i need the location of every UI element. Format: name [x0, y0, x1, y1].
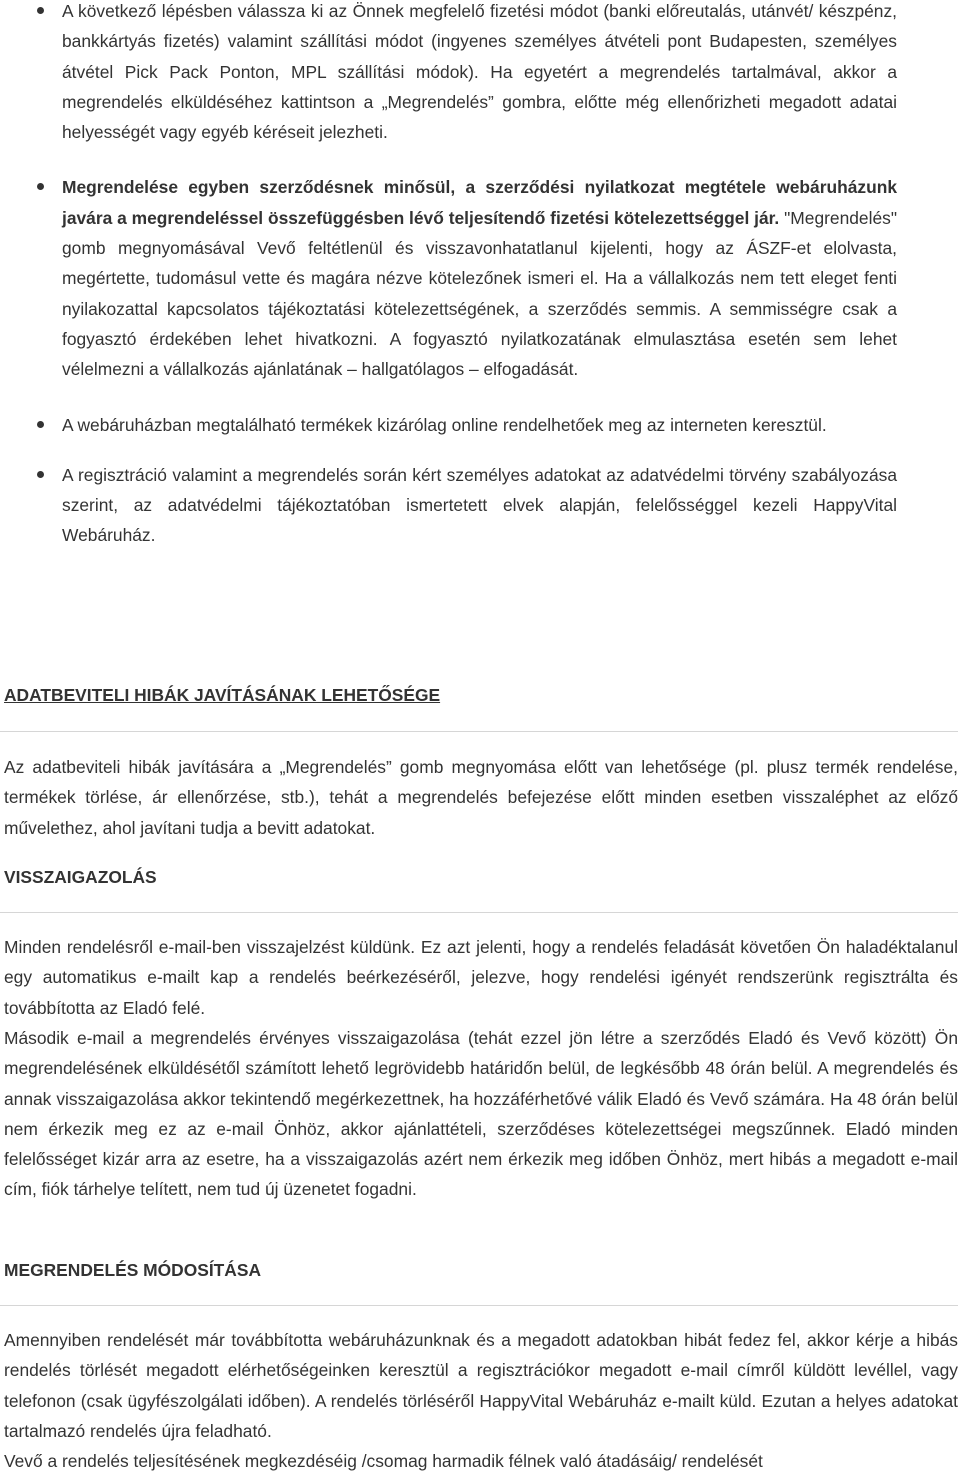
list-item [0, 460, 960, 551]
list-item [0, 0, 960, 147]
bullet-list [0, 0, 960, 551]
bullet-icon [37, 7, 44, 14]
bullet-icon [37, 183, 44, 190]
list-item-text: A regisztráció valamint a megrendelés során kért személyes adatokat az adatvédelmi törvény szabályozása szerint, az adatvédelmi tájékoztatóban ismertetett elvek alapján, felelősséggel kezeli HappyVital Webáruház. [62, 464, 897, 546]
bullet-icon [37, 471, 44, 478]
list-item-text: A webáruházban megtalálható termékek kizárólag online rendelhetőek meg az interneten keresztül. [62, 414, 827, 435]
list-item [0, 172, 960, 384]
paragraph: Minden rendelésről e-mail-ben visszajelzést küldünk. Ez azt jelenti, hogy a rendelés feladását követően Ön haladéktalanul egy automatikus e-mailt kap a rendelés beérkezéséről, jelezve, hogy rendelési igényét rendszerünk regisztrálta és továbbította az Eladó felé. [4, 937, 958, 1018]
list-item-bold-text: Megrendelése egyben szerződésnek minősül, a szerződési nyilatkozat megtétele webáruházunk javára a megrendeléssel összefüggésben lévő teljesítendő fizetési kötelezettséggel jár. [62, 177, 897, 228]
section-heading-adatbeviteli: ADATBEVITELI HIBÁK JAVÍTÁSÁNAK LEHETŐSÉGE [4, 685, 441, 705]
paragraph: Vevő a rendelés teljesítésének megkezdéséig /csomag harmadik félnek való átadásáig/ rendelését [4, 1451, 763, 1471]
list-item [0, 410, 960, 440]
section-heading-visszaigazolas: VISSZAIGAZOLÁS [4, 867, 157, 887]
paragraph: Amennyiben rendelését már továbbította webáruházunknak és a megadott adatokban hibát fedez fel, akkor kérje a hibás rendelés törlését megadott elérhetőségeinken keresztül a regisztrációkor megadott e-mail címről küldött levéllel, vagy telefonon (csak ügyfészolgálati időben). A rendelés törléséről HappyVital Webáruház e-mailt küld. Ezutan a helyes adatokat tartalmazó rendelés újra feladható. [4, 1330, 958, 1441]
section-divider [0, 731, 958, 732]
paragraph: Az adatbeviteli hibák javítására a „Megrendelés” gomb megnyomása előtt van lehetősége (pl. plusz termék rendelése, termékek törlése, ár ellenőrzése, stb.), tehát a megrendelés befejezése előtt minden esetben visszaléphet az előző művelethez, ahol javítani tudja a bevitt adatokat. [4, 757, 958, 838]
list-item-text: "Megrendelés" gomb megnyomásával Vevő feltétlenül és visszavonhatatlanul kijelenti, hogy az ÁSZF-et elolvasta, megértette, tudomásul vette és magára nézve kötelezőnek ismeri el. Ha a vállalkozás nem tett eleget fenti nyilakozattal kapcsolatos tájékoztatási kötelezettségének, a szerződés semmis. A semmisségre csak a fogyasztó érdekében lehet hivatkozni. A fogyasztó nyilatkozatának elmulasztása esetén sem lehet vélelmezni a vállalkozás ajánlatának – hallgatólagos – elfogadását. [62, 207, 897, 380]
section-heading-modositas: MEGRENDELÉS MÓDOSÍTÁSA [4, 1260, 262, 1280]
section-divider [0, 912, 958, 913]
paragraph: Második e-mail a megrendelés érvényes visszaigazolása (tehát ezzel jön létre a szerződés Eladó és Vevő között) Ön megrendelésének elküldésétől számított lehető legrövidebb határidőn belül, de legkésőbb 48 órán belül. A megrendelés és annak visszaigazolása akkor tekintendő megérkezettnek, ha hozzáférhetővé válik Eladó és Vevő számára. Ha 48 órán belül nem érkezik meg ez az e-mail Önhöz, akkor ajánlattételi, szerződéses kötelezettségei megszűnnek. Eladó minden felelősséget kizár arra az esetre, ha a visszaigazolás azért nem érkezik meg időben Önhöz, mert hibás a megadott e-mail cím, fiók tárhelye telített, nem tud új üzenetet fogadni. [4, 1028, 958, 1200]
section-divider [0, 1305, 958, 1306]
list-item-text: A következő lépésben válassza ki az Önnek megfelelő fizetési módot (banki előreutalás, utánvét/ készpénz, bankkártyás fizetés) valamint szállítási módot (ingyenes személyes átvételi pont Budapesten, személyes átvétel Pick Pack Ponton, MPL szállítási módok). Ha egyetért a megrendelés tartalmával, akkor a megrendelés elküldéséhez kattintson a „Megrendelés” gombra, előtte még ellenőrizheti megadott adatai helyességét vagy egyéb kéréseit jelezheti. [62, 1, 897, 143]
bullet-icon [37, 421, 44, 428]
